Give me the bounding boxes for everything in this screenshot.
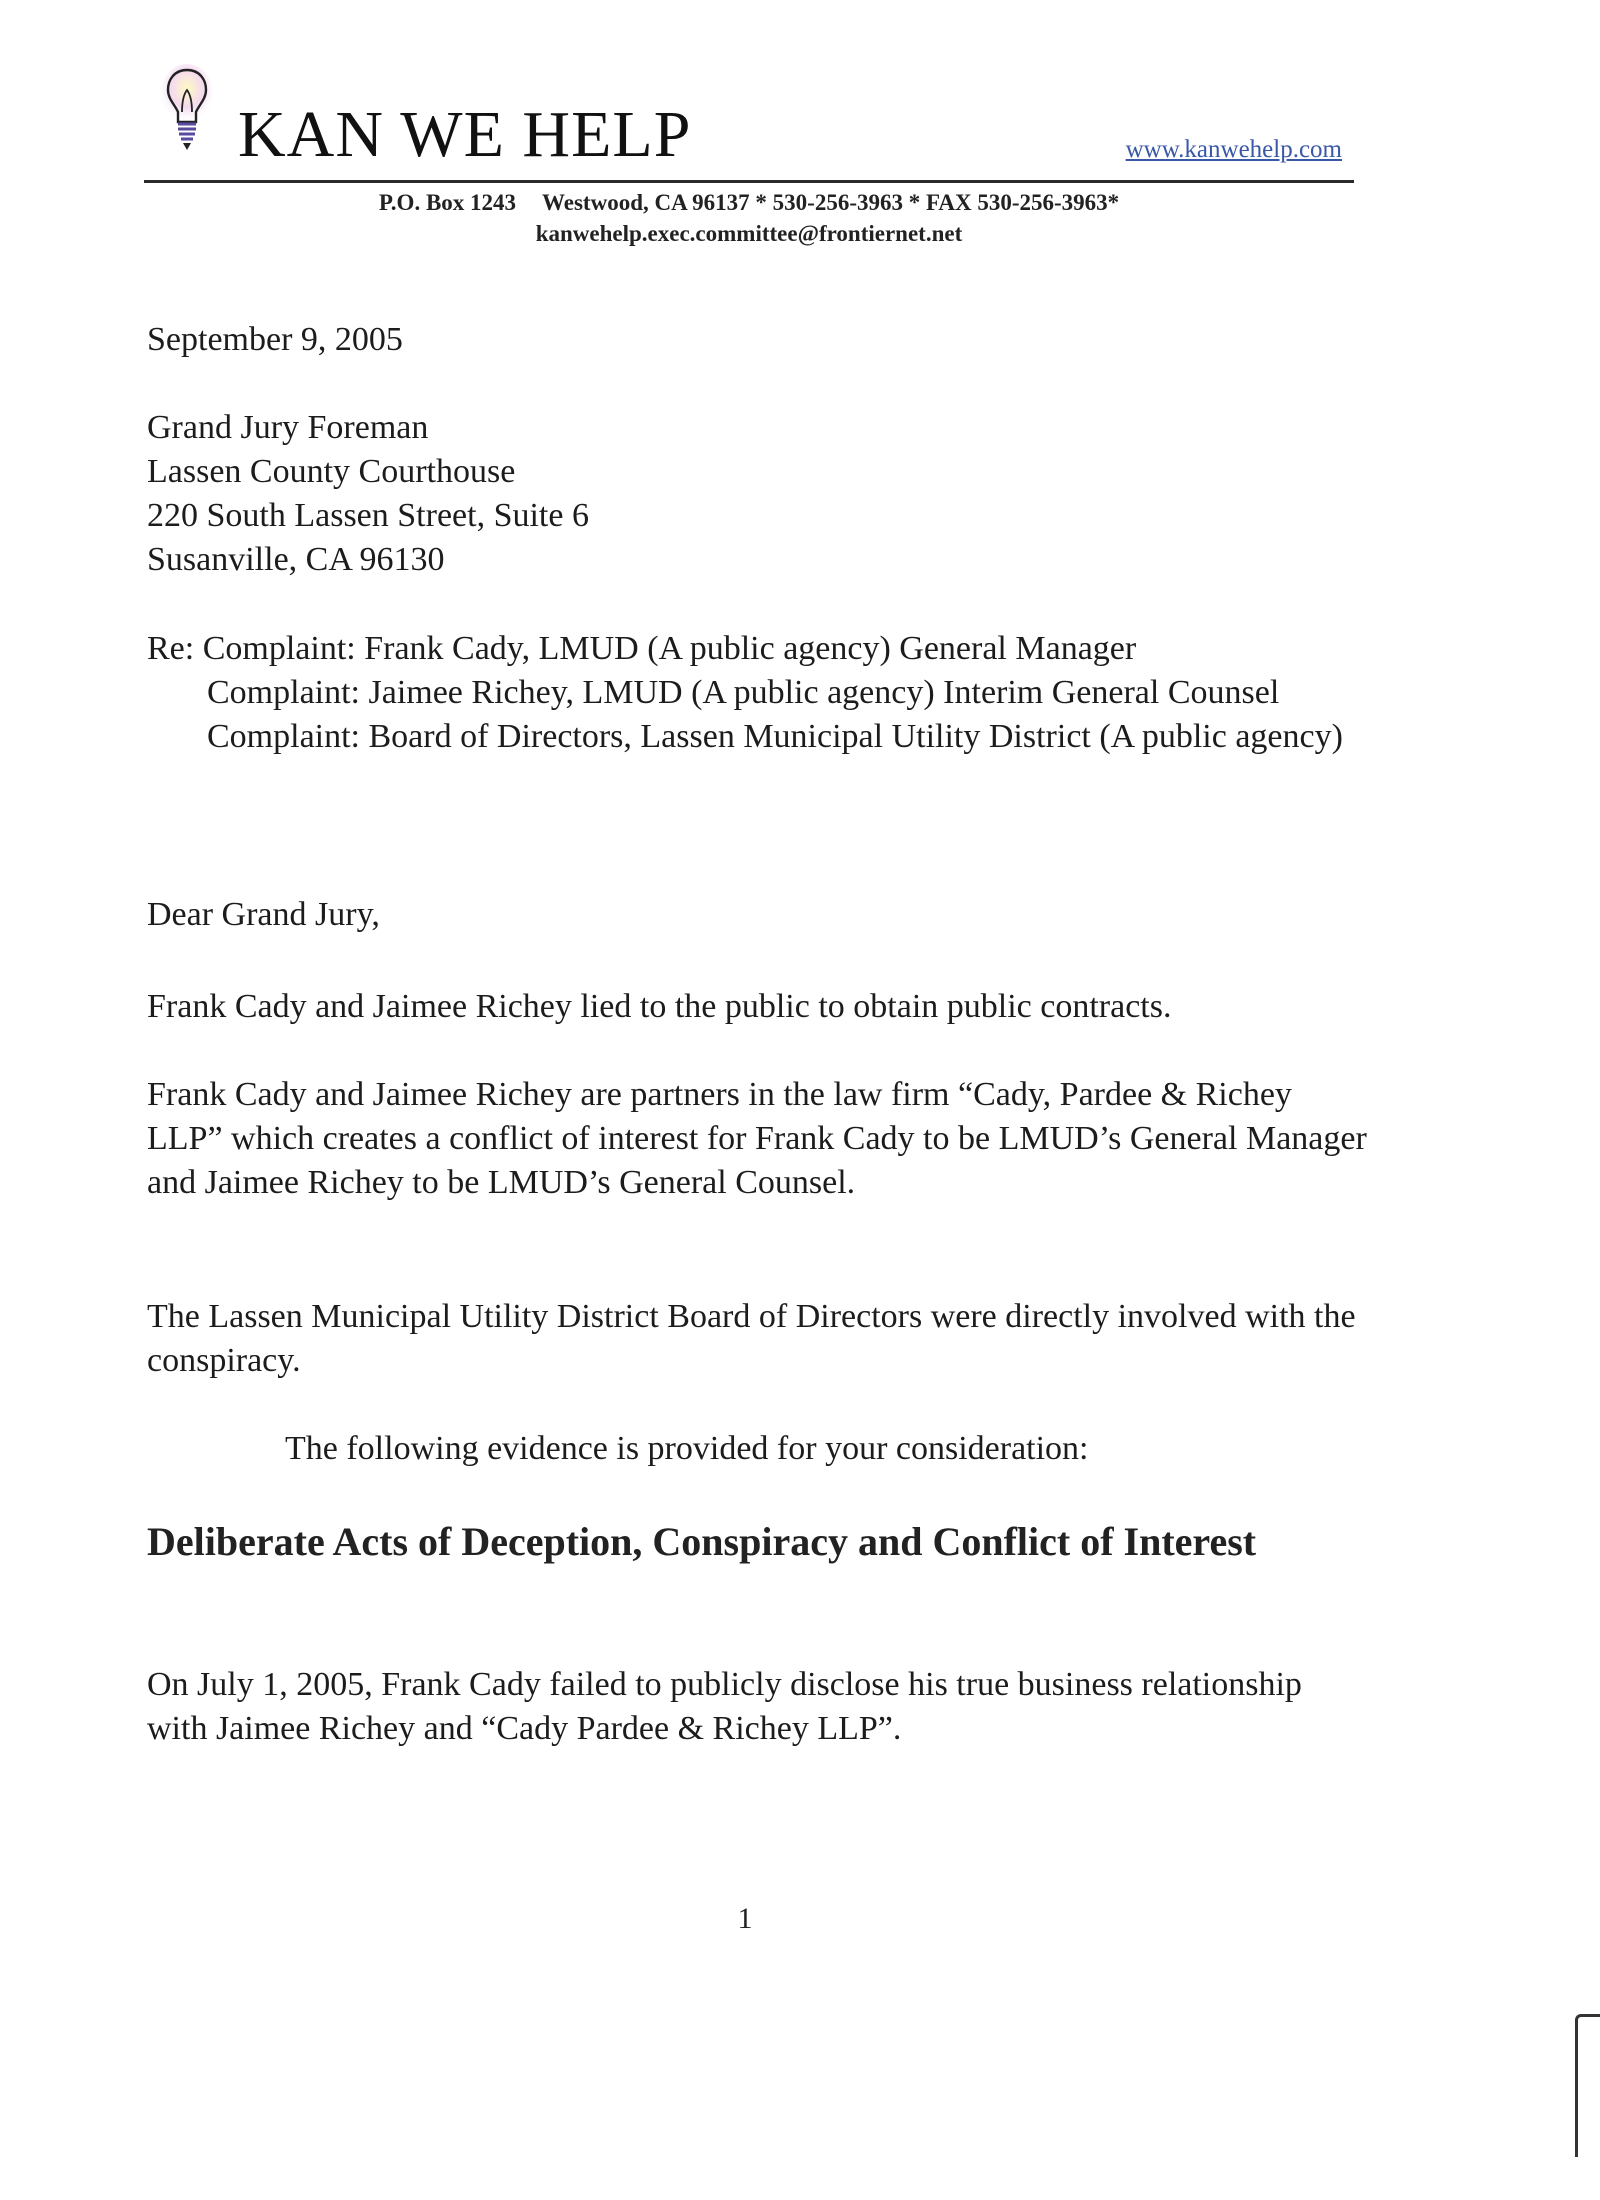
salutation: Dear Grand Jury, <box>147 896 380 933</box>
lightbulb-icon <box>160 62 214 158</box>
scan-edge-mark <box>1575 2014 1600 2157</box>
recipient-line: 220 South Lassen Street, Suite 6 <box>147 497 589 534</box>
evidence-intro: The following evidence is provided for your consideration: <box>285 1430 1089 1467</box>
contact-line-address <box>144 190 1354 216</box>
paragraph-3: The Lassen Municipal Utility District Board of Directors were directly involved with the conspiracy. <box>147 1298 1356 1379</box>
section-heading: Deliberate Acts of Deception, Conspiracy and Conflict of Interest <box>147 1519 1257 1564</box>
contact-email: kanwehelp.exec.committee@frontiernet.net <box>535 221 963 246</box>
page-number: 1 <box>737 1902 753 1935</box>
subject-line-2: Complaint: Jaimee Richey, LMUD (A public agency) Interim General Counsel <box>207 674 1280 711</box>
org-name: KAN WE HELP <box>238 98 692 171</box>
subject-block <box>147 627 1367 759</box>
address-phone-fax: Westwood, CA 96137 * 530-256-3963 * FAX 530-256-3963* <box>542 190 1120 215</box>
recipient-line: Lassen County Courthouse <box>147 453 516 490</box>
letterhead-divider <box>144 180 1354 183</box>
subject-line-3: Complaint: Board of Directors, Lassen Municipal Utility District (A public agency) <box>207 718 1343 755</box>
paragraph-1: Frank Cady and Jaimee Richey lied to the public to obtain public contracts. <box>147 988 1172 1025</box>
subject-line-1: Re: Complaint: Frank Cady, LMUD (A public agency) General Manager <box>147 630 1137 667</box>
recipient-address <box>147 406 1367 582</box>
letter-date: September 9, 2005 <box>147 321 403 358</box>
po-box: P.O. Box 1243 <box>378 190 517 215</box>
website-link[interactable]: www.kanwehelp.com <box>1125 136 1342 163</box>
paragraph-4: On July 1, 2005, Frank Cady failed to publicly disclose his true business relationship with Jaimee Richey and “Cady Pardee & Richey LLP”. <box>147 1666 1302 1747</box>
paragraph-2: Frank Cady and Jaimee Richey are partners in the law firm “Cady, Pardee & Richey LLP” which creates a conflict of interest for Frank Cady to be LMUD’s General Manager and Jaimee Richey to be LMUD’s General Counsel. <box>147 1076 1367 1201</box>
recipient-line: Grand Jury Foreman <box>147 409 429 446</box>
recipient-line: Susanville, CA 96130 <box>147 541 445 578</box>
